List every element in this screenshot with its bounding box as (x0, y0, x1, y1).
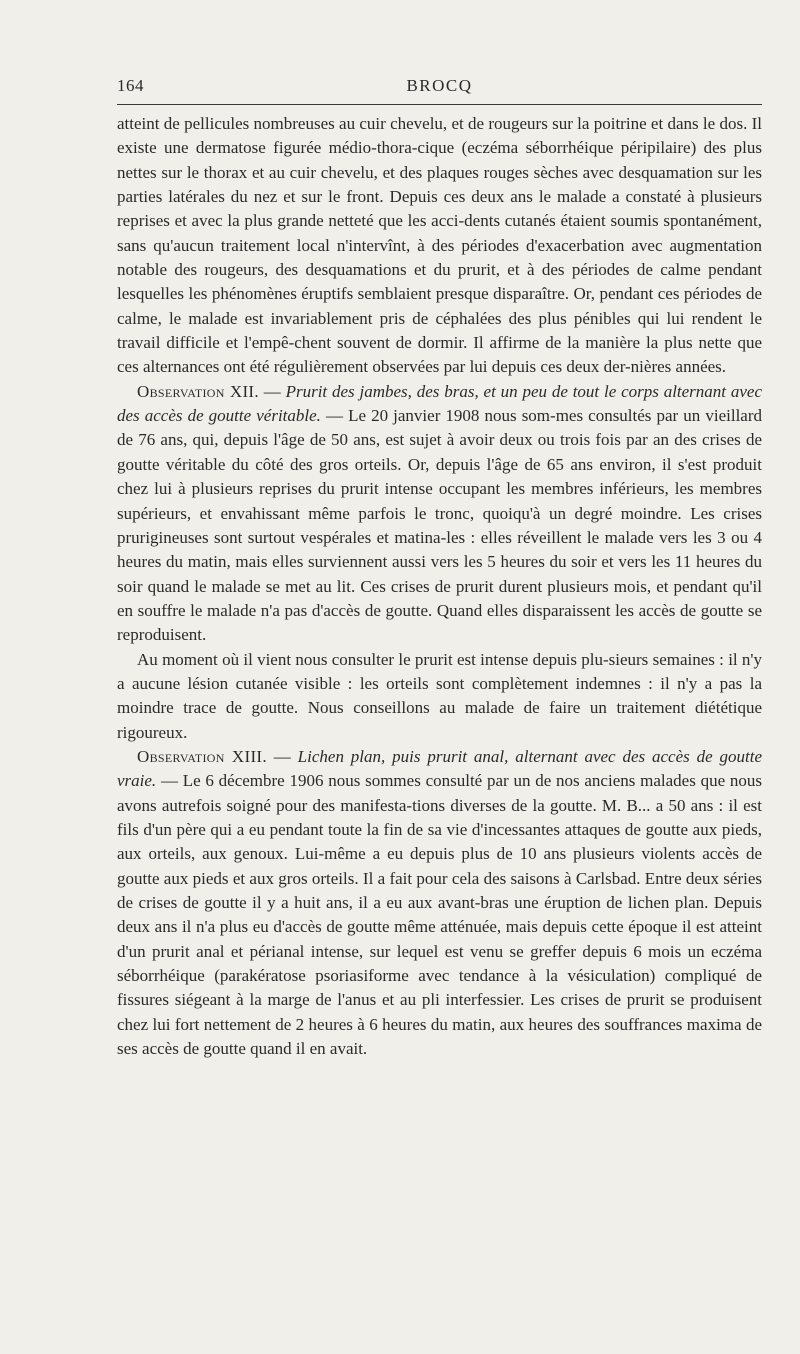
page-header (117, 70, 762, 100)
paragraph-text: atteint de pellicules nombreuses au cuir chevelu, et de rougeurs sur la poitrine et dans le dos. Il existe une dermatose figurée médio-thora-cique (eczéma séborrhéique péripilaire) des plus nettes sur le thorax et au cuir chevelu, et des plaques rouges sèches avec desquamation sur les parties latérales du nez et sur le front. Depuis ces deux ans le malade a constaté à plusieurs reprises et avec la plus grande netteté que les acci-dents cutanés étaient soumis spontanément, sans qu'aucun traitement local n'intervînt, à des périodes d'exacerbation avec augmentation notable des rougeurs, des desquamations et du prurit, et à des périodes de calme pendant lesquelles les phénomènes éruptifs semblaient presque disparaître. Or, pendant ces périodes de calme, le malade est invariablement pris de céphalées des plus pénibles qui lui rendent le travail difficile et l'empê-chent souvent de dormir. Il affirme de la manière la plus nette que ces alternances ont été régulièrement observées par lui depuis ces deux der-nières années. (117, 114, 762, 377)
observation-heading: Observation XII. (137, 381, 259, 401)
observation-title: Lichen plan, puis prurit anal, alternant avec des accès de goutte vraie. (117, 746, 762, 791)
paragraph-continuation (117, 112, 762, 380)
page-number: 164 (117, 76, 144, 95)
paragraph-text: Au moment où il vient nous consulter le prurit est intense depuis plu-sieurs semaines : il n'y a aucune lésion cutanée visible : les orteils sont complètement indemnes : il n'y a pas la moindre trace de goutte. Nous conseillons au malade de faire un traitement diététique rigoureux. (117, 649, 762, 742)
header-rule (117, 104, 762, 105)
observation-dash: — (258, 381, 286, 401)
paragraph-text: — Le 6 décembre 1906 nous sommes consulté par un de nos anciens malades que nous avons autrefois soigné pour des manifesta-tions diverses de la goutte. M. B... a 50 ans : il est fils d'un père qui a eu pendant toute la fin de sa vie d'incessantes attaques de goutte aux pieds, aux orteils, aux genoux. Lui-même a eu depuis plus de 10 ans plusieurs violents accès de goutte aux pieds et aux gros orteils. Il a fait pour cela des saisons à Carlsbad. Entre deux séries de crises de goutte il y a huit ans, il a eu aux avant-bras une éruption de lichen plan. Depuis deux ans il n'a plus eu d'accès de goutte même atténuée, mais depuis cette époque il est atteint d'un prurit anal et périanal intense, sur lequel est venu se greffer depuis 6 mois un eczéma séborrhéique (parakératose psoriasiforme avec tendance à la vésiculation) compliqué de fissures siégeant à la marge de l'anus et au pli interfessier. Les crises de prurit se produisent chez lui fort nettement de 2 heures à 6 heures du matin, aux heures des souffrances maxima de ses accès de goutte quand il en avait. (117, 771, 762, 1059)
paragraph-text: — Le 20 janvier 1908 nous som-mes consultés par un vieillard de 76 ans, qui, depuis l'âge de 50 ans, est sujet à avoir deux ou trois fois par an des crises de goutte véritable du côté des gros orteils. Or, depuis l'âge de 65 ans environ, il s'est produit chez lui à plusieurs reprises du prurit intense occupant les membres inférieurs, les membres supérieurs, et envahissant même parfois le tronc, quoiqu'à un degré moindre. Les crises prurigineuses sont surtout vespérales et matina-les : elles réveillent le malade vers les 3 ou 4 heures du matin, mais elles surviennent aussi vers les 5 heures du soir et vers les 11 heures du soir quand le malade se met au lit. Ces crises de prurit durent plusieurs mois, et pendant qu'il en souffre le malade n'a pas d'accès de goutte. Quand elles disparaissent les accès de goutte se reproduisent. (117, 406, 762, 645)
body-text (117, 112, 762, 1061)
observation-13 (117, 745, 762, 1061)
paragraph-consultation (117, 648, 762, 745)
running-head: BROCQ (406, 76, 473, 95)
observation-title: Prurit des jambes, des bras, et un peu de tout le corps alternant avec des accès de goutte véritable. (117, 381, 762, 426)
observation-12 (117, 380, 762, 648)
observation-dash: — (266, 746, 298, 766)
observation-heading: Observation XIII. (137, 746, 267, 766)
